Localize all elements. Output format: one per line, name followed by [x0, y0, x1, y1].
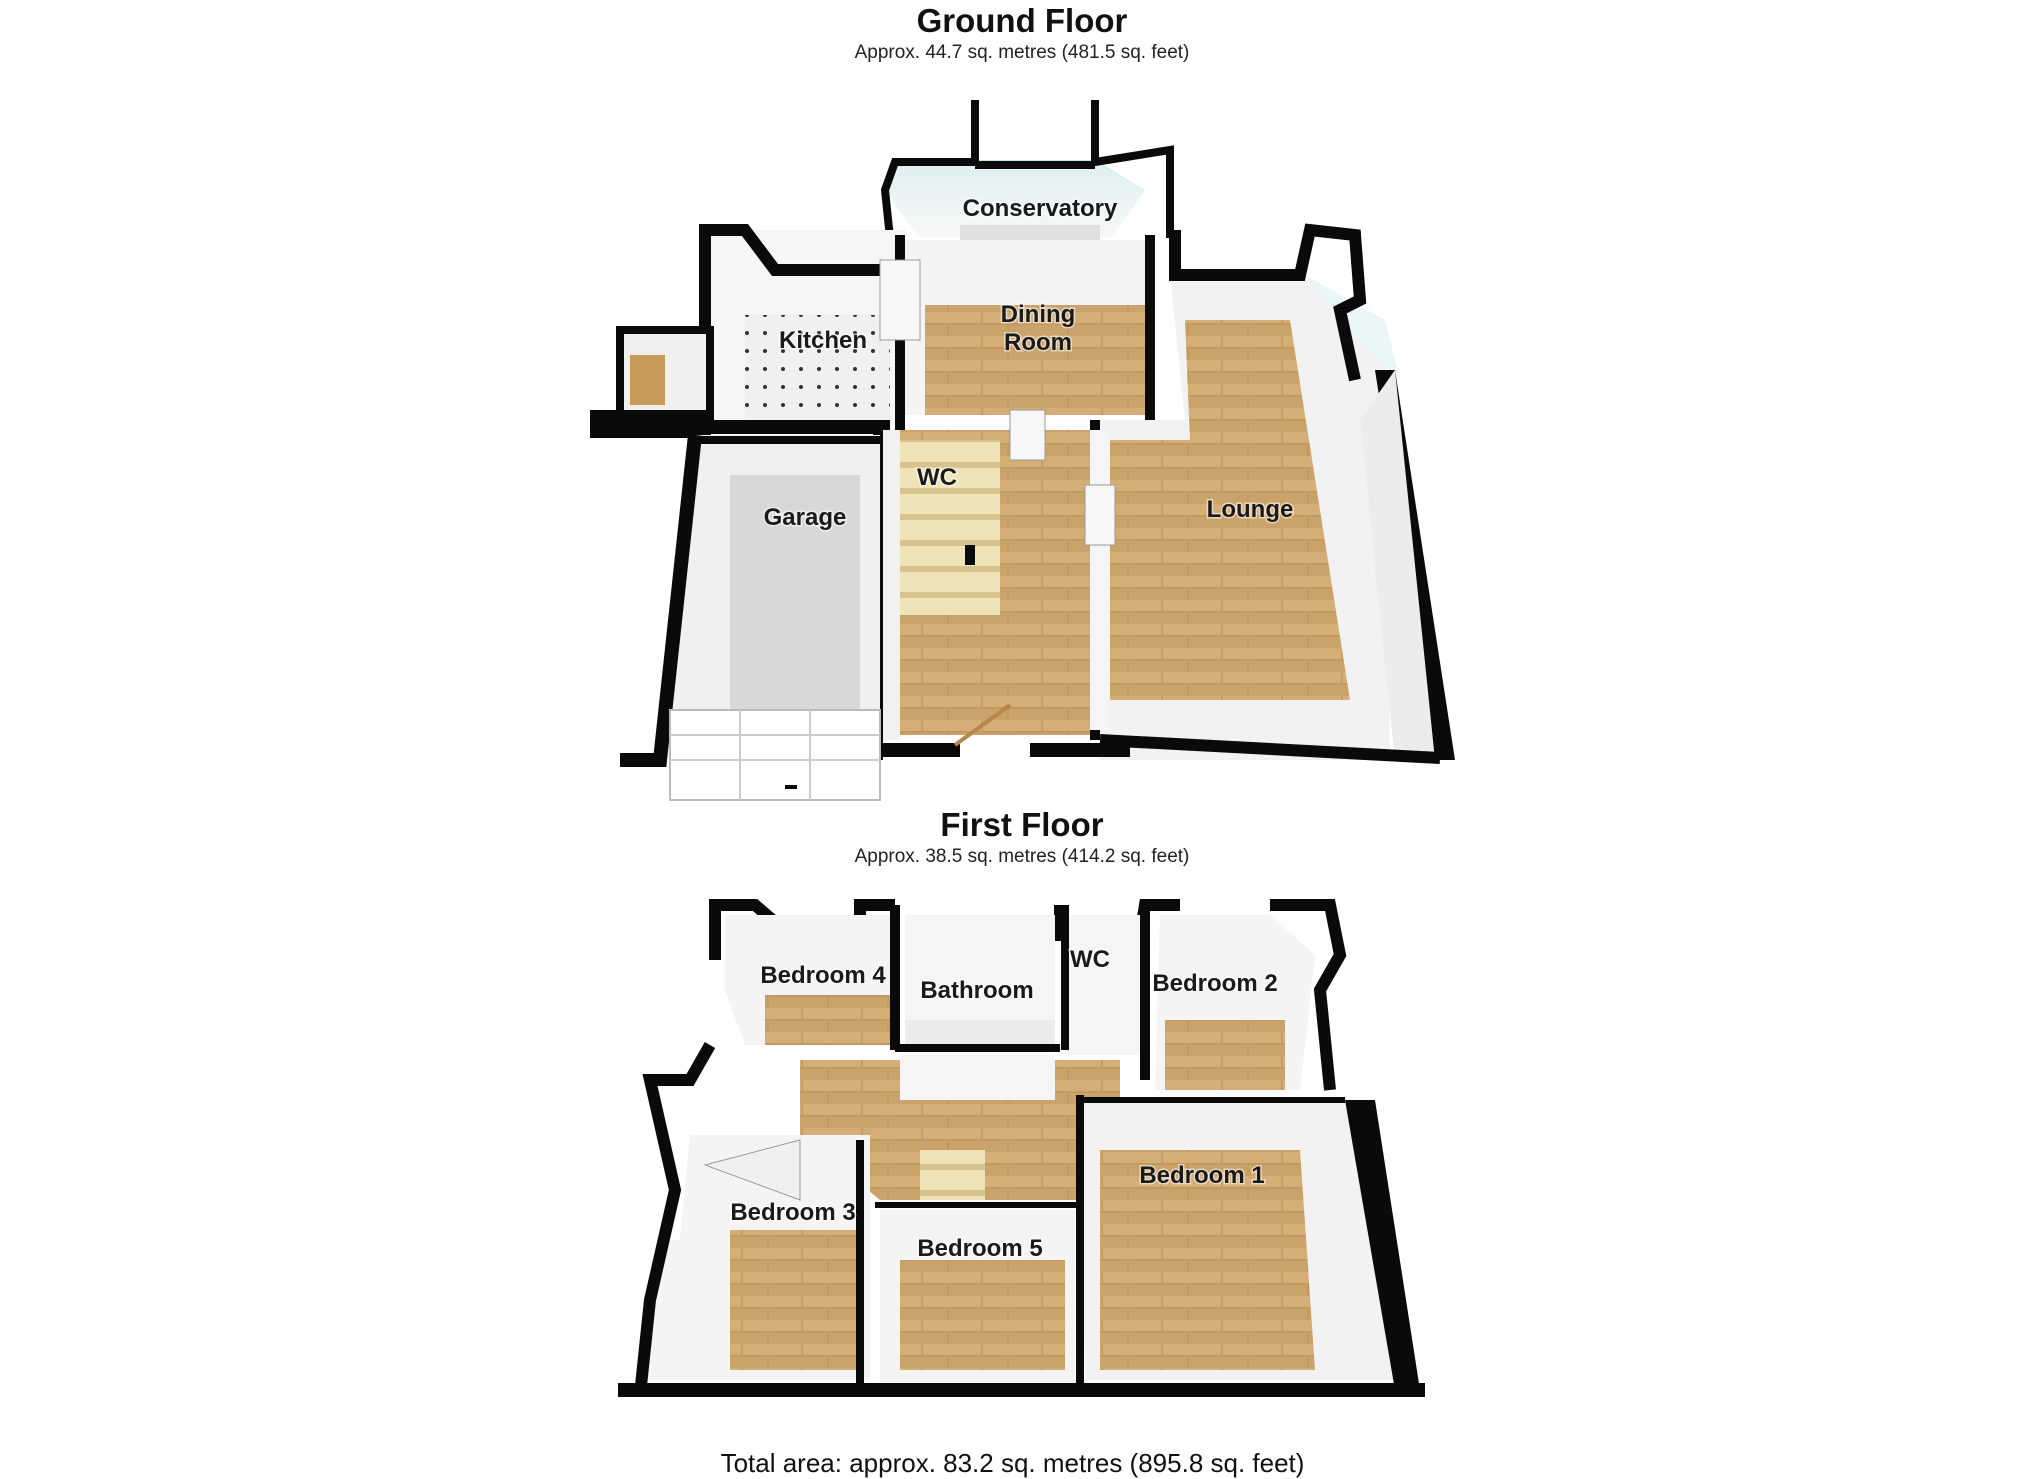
bedroom-2 — [1155, 915, 1315, 1090]
label-first-floor-wc: WC — [1070, 946, 1110, 973]
label-wc: WC — [917, 464, 957, 491]
ground-floor-title: Ground Floor — [916, 2, 1128, 39]
label-bedroom-2: Bedroom 2 — [1152, 970, 1278, 997]
bedroom-5 — [875, 1205, 1080, 1385]
label-lounge: Lounge — [1206, 496, 1294, 523]
first-floor-plan — [618, 905, 1425, 1395]
total-area: Total area: approx. 83.2 sq. metres (895.8 sq. feet) — [720, 1448, 1305, 1478]
bedroom-1 — [1080, 1095, 1420, 1390]
label-dining-room-1: Dining — [1000, 301, 1076, 328]
first-floor-area: Approx. 38.5 sq. metres (414.2 sq. feet) — [854, 846, 1190, 867]
first-floor-wc — [1065, 905, 1145, 1080]
label-bathroom: Bathroom — [920, 977, 1034, 1004]
label-dining-room-2: Room — [1004, 329, 1072, 356]
label-conservatory: Conservatory — [962, 195, 1118, 222]
label-kitchen: Kitchen — [778, 327, 868, 354]
hallway-wc — [850, 410, 1130, 760]
label-bedroom-3: Bedroom 3 — [730, 1199, 856, 1226]
garage — [620, 435, 880, 800]
label-bedroom-4: Bedroom 4 — [760, 962, 886, 989]
conservatory — [885, 100, 1170, 245]
ground-floor-plan — [590, 100, 1455, 800]
first-floor-title: First Floor — [940, 806, 1104, 843]
label-bedroom-1: Bedroom 1 — [1139, 1162, 1265, 1189]
ground-floor-area: Approx. 44.7 sq. metres (481.5 sq. feet) — [854, 42, 1190, 63]
label-garage: Garage — [763, 504, 847, 531]
label-bedroom-5: Bedroom 5 — [917, 1235, 1043, 1262]
